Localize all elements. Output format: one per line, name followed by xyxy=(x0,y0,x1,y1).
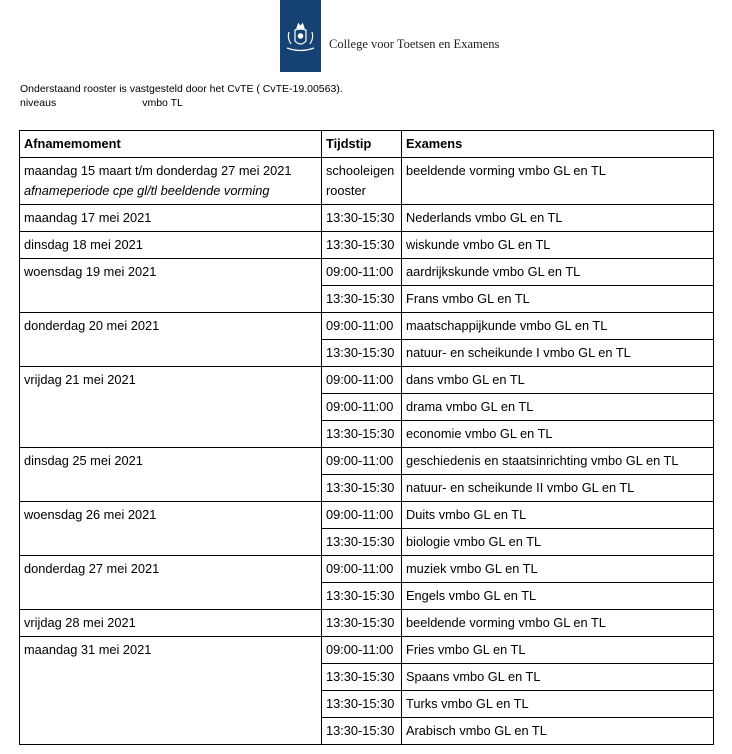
exam-cell: drama vmbo GL en TL xyxy=(402,394,714,421)
time-cell: 13:30-15:30 xyxy=(322,232,402,259)
table-row xyxy=(20,637,714,664)
table-row xyxy=(20,205,714,232)
time-line: rooster xyxy=(326,183,366,198)
exam-cell: aardrijkskunde vmbo GL en TL xyxy=(402,259,714,286)
exam-cell: geschiedenis en staatsinrichting vmbo GL en TL xyxy=(402,448,714,475)
date-cell: donderdag 27 mei 2021 xyxy=(20,556,322,610)
exam-cell: Duits vmbo GL en TL xyxy=(402,502,714,529)
time-cell: 13:30-15:30 xyxy=(322,529,402,556)
table-row xyxy=(20,448,714,475)
exam-cell: Fries vmbo GL en TL xyxy=(402,637,714,664)
exam-cell: natuur- en scheikunde II vmbo GL en TL xyxy=(402,475,714,502)
table-row xyxy=(20,232,714,259)
royal-coat-of-arms-icon xyxy=(284,22,317,56)
niveau-value: vmbo TL xyxy=(142,97,183,109)
date-cell: vrijdag 28 mei 2021 xyxy=(20,610,322,637)
time-cell: 09:00-11:00 xyxy=(322,259,402,286)
exam-cell: dans vmbo GL en TL xyxy=(402,367,714,394)
time-cell: 09:00-11:00 xyxy=(322,637,402,664)
header-examens: Examens xyxy=(402,131,714,158)
exam-cell: Spaans vmbo GL en TL xyxy=(402,664,714,691)
time-cell: 09:00-11:00 xyxy=(322,394,402,421)
time-cell: 13:30-15:30 xyxy=(322,691,402,718)
time-cell: 13:30-15:30 xyxy=(322,664,402,691)
table-row xyxy=(20,610,714,637)
exam-cell: Nederlands vmbo GL en TL xyxy=(402,205,714,232)
table-row xyxy=(20,158,714,205)
date-cell: woensdag 19 mei 2021 xyxy=(20,259,322,313)
table-header-row xyxy=(20,131,714,158)
org-name: College voor Toetsen en Examens xyxy=(329,37,500,51)
exam-schedule-table xyxy=(19,130,714,745)
date-cell: maandag 31 mei 2021 xyxy=(20,637,322,745)
exam-cell: maatschappijkunde vmbo GL en TL xyxy=(402,313,714,340)
header-tijdstip: Tijdstip xyxy=(322,131,402,158)
table-row xyxy=(20,502,714,529)
header-afnamemoment: Afnamemoment xyxy=(20,131,322,158)
table-row xyxy=(20,367,714,394)
exam-cell: Turks vmbo GL en TL xyxy=(402,691,714,718)
table-row xyxy=(20,556,714,583)
time-cell: 13:30-15:30 xyxy=(322,421,402,448)
exam-cell: Arabisch vmbo GL en TL xyxy=(402,718,714,745)
moment-date: maandag 15 maart t/m donderdag 27 mei 2021 xyxy=(24,163,292,178)
exam-cell: biologie vmbo GL en TL xyxy=(402,529,714,556)
exam-cell: natuur- en scheikunde I vmbo GL en TL xyxy=(402,340,714,367)
niveau-line xyxy=(20,96,343,110)
logo-block xyxy=(280,0,321,72)
time-cell: 13:30-15:30 xyxy=(322,718,402,745)
table-row xyxy=(20,313,714,340)
exam-cell: wiskunde vmbo GL en TL xyxy=(402,232,714,259)
niveau-label: niveaus xyxy=(20,97,57,109)
time-cell: 09:00-11:00 xyxy=(322,556,402,583)
exam-cell: beeldende vorming vmbo GL en TL xyxy=(402,158,714,205)
time-cell: 13:30-15:30 xyxy=(322,205,402,232)
date-cell: woensdag 26 mei 2021 xyxy=(20,502,322,556)
time-cell: 09:00-11:00 xyxy=(322,448,402,475)
time-line: schooleigen xyxy=(326,163,395,178)
time-cell xyxy=(322,158,402,205)
date-cell: dinsdag 25 mei 2021 xyxy=(20,448,322,502)
exam-cell: beeldende vorming vmbo GL en TL xyxy=(402,610,714,637)
exam-cell: Frans vmbo GL en TL xyxy=(402,286,714,313)
date-cell: vrijdag 21 mei 2021 xyxy=(20,367,322,448)
intro-text xyxy=(20,82,343,110)
date-cell: dinsdag 18 mei 2021 xyxy=(20,232,322,259)
exam-cell: muziek vmbo GL en TL xyxy=(402,556,714,583)
exam-cell: economie vmbo GL en TL xyxy=(402,421,714,448)
moment-cell xyxy=(20,158,322,205)
moment-note: afnameperiode cpe gl/tl beeldende vorming xyxy=(24,183,270,198)
time-cell: 13:30-15:30 xyxy=(322,583,402,610)
date-cell: maandag 17 mei 2021 xyxy=(20,205,322,232)
time-cell: 09:00-11:00 xyxy=(322,313,402,340)
time-cell: 13:30-15:30 xyxy=(322,340,402,367)
time-cell: 09:00-11:00 xyxy=(322,502,402,529)
time-cell: 09:00-11:00 xyxy=(322,367,402,394)
exam-cell: Engels vmbo GL en TL xyxy=(402,583,714,610)
date-cell: donderdag 20 mei 2021 xyxy=(20,313,322,367)
time-cell: 13:30-15:30 xyxy=(322,286,402,313)
table-row xyxy=(20,259,714,286)
intro-line: Onderstaand rooster is vastgesteld door het CvTE ( CvTE-19.00563). xyxy=(20,83,343,95)
time-cell: 13:30-15:30 xyxy=(322,475,402,502)
time-cell: 13:30-15:30 xyxy=(322,610,402,637)
